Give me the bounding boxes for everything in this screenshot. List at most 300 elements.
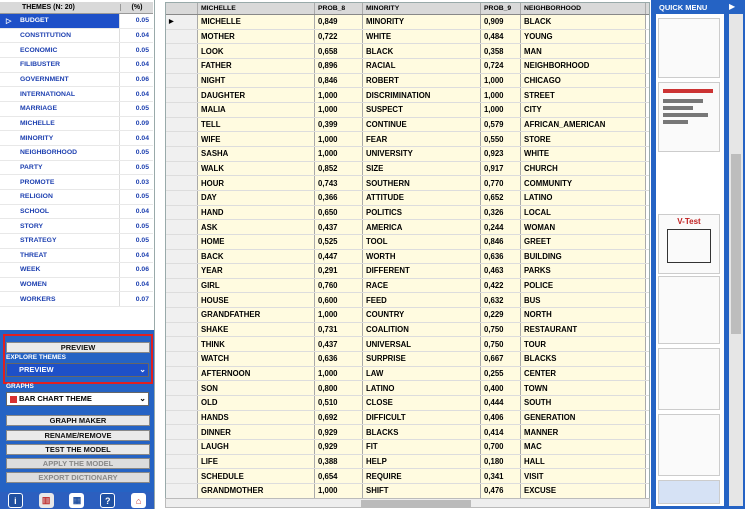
thumbnail-table[interactable] xyxy=(658,18,720,78)
table-cell[interactable]: 0,291 xyxy=(315,264,363,278)
themes-list xyxy=(0,14,153,307)
table-row[interactable] xyxy=(166,411,649,426)
row-selector[interactable]: ▶ xyxy=(166,15,198,29)
table-cell[interactable]: MAC xyxy=(521,440,646,454)
table-cell[interactable]: POLICE xyxy=(521,279,646,293)
row-selector[interactable] xyxy=(166,59,198,73)
table-row[interactable] xyxy=(166,396,649,411)
theme-row[interactable] xyxy=(0,278,153,293)
row-selector[interactable] xyxy=(166,88,198,102)
table-cell[interactable]: 0,846 xyxy=(481,235,521,249)
table-cell[interactable]: 0,341 xyxy=(481,469,521,483)
table-cell[interactable]: 0,447 xyxy=(315,250,363,264)
table-cell[interactable]: FATHER xyxy=(198,59,315,73)
table-cell[interactable]: RACE xyxy=(363,279,481,293)
table-cell[interactable]: LATINO xyxy=(521,191,646,205)
table-cell[interactable]: DIFFERENT xyxy=(363,264,481,278)
row-selector[interactable] xyxy=(166,74,198,88)
explore-themes-label: EXPLORE THEMES xyxy=(6,354,66,361)
table-cell[interactable]: 0,437 xyxy=(315,220,363,234)
table-cell[interactable]: COALITION xyxy=(363,323,481,337)
table-cell[interactable]: WOMAN xyxy=(521,220,646,234)
row-selector[interactable] xyxy=(166,440,198,454)
table-cell[interactable]: BLACK xyxy=(363,44,481,58)
row-selector[interactable] xyxy=(166,176,198,190)
table-cell[interactable]: HOME xyxy=(198,235,315,249)
table-cell[interactable]: OLD xyxy=(198,396,315,410)
table-cell[interactable]: 0,652 xyxy=(481,191,521,205)
grid-body xyxy=(166,15,649,499)
table-cell[interactable]: 0,909 xyxy=(481,15,521,29)
table-cell[interactable]: 1,000 xyxy=(481,88,521,102)
row-selector[interactable] xyxy=(166,279,198,293)
table-cell[interactable]: 0,917 xyxy=(481,162,521,176)
table-cell[interactable]: 0,700 xyxy=(481,440,521,454)
row-selector[interactable] xyxy=(166,191,198,205)
table-cell[interactable]: LAUGH xyxy=(198,440,315,454)
help-icon[interactable]: ? xyxy=(100,493,115,508)
table-cell[interactable]: AFRICAN_AMERICAN xyxy=(521,118,646,132)
table-cell[interactable]: CITY xyxy=(521,103,646,117)
table-row[interactable] xyxy=(166,308,649,323)
table-cell[interactable]: NORTH xyxy=(521,308,646,322)
table-cell[interactable]: WALK xyxy=(198,162,315,176)
table-cell[interactable]: STORE xyxy=(521,132,646,146)
table-cell[interactable]: MAN xyxy=(521,44,646,58)
column-header[interactable]: MINORITY xyxy=(363,3,481,14)
theme-name: BUDGET xyxy=(0,14,120,28)
table-cell[interactable]: ROBERT xyxy=(363,74,481,88)
theme-row[interactable] xyxy=(0,102,153,117)
table-cell[interactable]: 0,244 xyxy=(481,220,521,234)
table-cell[interactable]: 0,852 xyxy=(315,162,363,176)
table-cell[interactable]: WORTH xyxy=(363,250,481,264)
table-cell[interactable]: 0,255 xyxy=(481,367,521,381)
theme-row[interactable] xyxy=(0,131,153,146)
table-cell[interactable]: CHICAGO xyxy=(521,74,646,88)
table-cell[interactable]: 0,476 xyxy=(481,484,521,498)
table-cell[interactable]: 0,636 xyxy=(481,250,521,264)
row-selector[interactable] xyxy=(166,118,198,132)
column-header[interactable]: MICHELLE xyxy=(198,3,315,14)
table-cell[interactable]: EXCUSE xyxy=(521,484,646,498)
table-cell[interactable]: WHITE xyxy=(521,147,646,161)
column-header[interactable]: PROB_9 xyxy=(481,3,521,14)
table-row[interactable] xyxy=(166,147,649,162)
thumbnail-table-2[interactable] xyxy=(658,414,720,476)
row-selector[interactable] xyxy=(166,455,198,469)
theme-row[interactable] xyxy=(0,14,153,29)
theme-pct: 0.04 xyxy=(135,90,149,98)
row-selector[interactable] xyxy=(166,396,198,410)
table-row[interactable] xyxy=(166,293,649,308)
row-selector[interactable] xyxy=(166,220,198,234)
table-cell[interactable]: 1,000 xyxy=(315,147,363,161)
table-cell[interactable]: 0,750 xyxy=(481,337,521,351)
apply-model-button[interactable]: APPLY THE MODEL xyxy=(6,458,150,469)
table-row[interactable] xyxy=(166,44,649,59)
thumbnail-vtest[interactable] xyxy=(658,214,720,274)
table-cell[interactable]: LOCAL xyxy=(521,206,646,220)
table-row[interactable] xyxy=(166,30,649,45)
table-cell[interactable]: CLOSE xyxy=(363,396,481,410)
table-cell[interactable]: TOUR xyxy=(521,337,646,351)
table-cell[interactable]: HANDS xyxy=(198,411,315,425)
table-cell[interactable]: TOOL xyxy=(363,235,481,249)
table-cell[interactable]: LIFE xyxy=(198,455,315,469)
table-cell[interactable]: SON xyxy=(198,381,315,395)
theme-pct: 0.05 xyxy=(135,149,149,157)
graph-maker-button[interactable]: GRAPH MAKER xyxy=(6,415,150,426)
table-row[interactable] xyxy=(166,250,649,265)
row-selector[interactable] xyxy=(166,381,198,395)
row-selector[interactable] xyxy=(166,103,198,117)
table-cell[interactable]: 1,000 xyxy=(315,484,363,498)
table-cell[interactable]: SCHEDULE xyxy=(198,469,315,483)
table-cell[interactable]: 0,437 xyxy=(315,337,363,351)
table-cell[interactable]: 0,929 xyxy=(315,425,363,439)
theme-row[interactable] xyxy=(0,292,153,307)
table-cell[interactable]: FIT xyxy=(363,440,481,454)
row-selector[interactable] xyxy=(166,425,198,439)
theme-row[interactable] xyxy=(0,58,153,73)
table-row[interactable] xyxy=(166,337,649,352)
table-row[interactable] xyxy=(166,264,649,279)
table-cell[interactable]: 1,000 xyxy=(315,103,363,117)
table-row[interactable] xyxy=(166,191,649,206)
table-cell[interactable]: CENTER xyxy=(521,367,646,381)
scrollbar-thumb[interactable] xyxy=(731,154,741,334)
table-cell[interactable]: 0,550 xyxy=(481,132,521,146)
table-cell[interactable]: PARKS xyxy=(521,264,646,278)
table-cell[interactable]: 0,600 xyxy=(315,293,363,307)
table-cell[interactable]: HOUSE xyxy=(198,293,315,307)
table-row[interactable] xyxy=(166,88,649,103)
theme-row[interactable] xyxy=(0,146,153,161)
table-cell[interactable]: 1,000 xyxy=(315,308,363,322)
table-cell[interactable]: 0,180 xyxy=(481,455,521,469)
preview-button[interactable]: PREVIEW xyxy=(6,342,150,353)
theme-row[interactable] xyxy=(0,175,153,190)
table-cell[interactable]: 0,484 xyxy=(481,30,521,44)
table-cell[interactable]: HAND xyxy=(198,206,315,220)
table-cell[interactable]: RESTAURANT xyxy=(521,323,646,337)
theme-row[interactable] xyxy=(0,234,153,249)
theme-row[interactable] xyxy=(0,161,153,176)
row-selector[interactable] xyxy=(166,308,198,322)
thumbnail-map[interactable] xyxy=(658,480,720,504)
bar-chart-icon xyxy=(10,396,17,403)
theme-row[interactable] xyxy=(0,117,153,132)
table-cell[interactable]: REQUIRE xyxy=(363,469,481,483)
table-cell[interactable]: 1,000 xyxy=(315,132,363,146)
table-cell[interactable]: 0,414 xyxy=(481,425,521,439)
table-cell[interactable]: CONTINUE xyxy=(363,118,481,132)
row-selector[interactable] xyxy=(166,235,198,249)
theme-pct: 0.06 xyxy=(135,75,149,83)
table-cell[interactable]: BLACKS xyxy=(521,352,646,366)
table-cell[interactable]: ASK xyxy=(198,220,315,234)
table-row[interactable] xyxy=(166,162,649,177)
table-row[interactable] xyxy=(166,220,649,235)
table-cell[interactable]: WIFE xyxy=(198,132,315,146)
table-cell[interactable]: 0,510 xyxy=(315,396,363,410)
table-row[interactable] xyxy=(166,15,649,30)
table-cell[interactable]: HALL xyxy=(521,455,646,469)
row-selector[interactable] xyxy=(166,162,198,176)
table-cell[interactable]: 0,692 xyxy=(315,411,363,425)
table-cell[interactable]: 0,743 xyxy=(315,176,363,190)
column-header[interactable]: PROB_8 xyxy=(315,3,363,14)
theme-name: GOVERNMENT xyxy=(0,73,120,87)
table-cell[interactable]: MANNER xyxy=(521,425,646,439)
table-cell[interactable]: 0,849 xyxy=(315,15,363,29)
table-cell[interactable]: 0,525 xyxy=(315,235,363,249)
table-cell[interactable]: 0,229 xyxy=(481,308,521,322)
table-cell[interactable]: COUNTRY xyxy=(363,308,481,322)
table-row[interactable] xyxy=(166,440,649,455)
table-cell[interactable]: 0,358 xyxy=(481,44,521,58)
table-cell[interactable]: GENERATION xyxy=(521,411,646,425)
thumbnail-scatter[interactable] xyxy=(658,348,720,410)
table-cell[interactable]: STREET xyxy=(521,88,646,102)
table-row[interactable] xyxy=(166,235,649,250)
table-cell[interactable]: 0,654 xyxy=(315,469,363,483)
table-row[interactable] xyxy=(166,279,649,294)
table-cell[interactable]: 0,463 xyxy=(481,264,521,278)
table-cell[interactable]: 0,444 xyxy=(481,396,521,410)
row-selector[interactable] xyxy=(166,352,198,366)
table-row[interactable] xyxy=(166,59,649,74)
table-row[interactable] xyxy=(166,455,649,470)
table-cell[interactable]: THINK xyxy=(198,337,315,351)
theme-row[interactable] xyxy=(0,43,153,58)
export-dictionary-button[interactable]: EXPORT DICTIONARY xyxy=(6,472,150,483)
chevron-down-icon[interactable]: ⌄ xyxy=(139,365,146,374)
table-cell[interactable]: 0,722 xyxy=(315,30,363,44)
table-cell[interactable]: FEED xyxy=(363,293,481,307)
row-selector[interactable] xyxy=(166,206,198,220)
table-cell[interactable]: HELP xyxy=(363,455,481,469)
theme-row[interactable] xyxy=(0,205,153,220)
table-cell[interactable]: SHIFT xyxy=(363,484,481,498)
table-cell[interactable]: LATINO xyxy=(363,381,481,395)
table-cell[interactable]: DAUGHTER xyxy=(198,88,315,102)
info-icon[interactable]: i xyxy=(8,493,23,508)
table-cell[interactable]: DISCRIMINATION xyxy=(363,88,481,102)
scrollbar-thumb[interactable] xyxy=(361,500,471,507)
theme-name: PARTY xyxy=(0,161,120,175)
table-row[interactable] xyxy=(166,74,649,89)
table-cell[interactable]: 0,800 xyxy=(315,381,363,395)
table-cell[interactable]: 0,770 xyxy=(481,176,521,190)
table-cell[interactable]: TELL xyxy=(198,118,315,132)
thumbnail-list-table[interactable] xyxy=(658,276,720,344)
graphs-value: BAR CHART THEME xyxy=(19,394,92,403)
theme-row[interactable] xyxy=(0,73,153,88)
table-row[interactable] xyxy=(166,425,649,440)
table-cell[interactable]: 0,388 xyxy=(315,455,363,469)
test-model-button[interactable]: TEST THE MODEL xyxy=(6,444,150,455)
grid-icon[interactable]: ▦ xyxy=(69,493,84,508)
table-cell[interactable]: FEAR xyxy=(363,132,481,146)
grid-header xyxy=(166,3,649,15)
table-cell[interactable]: 0,650 xyxy=(315,206,363,220)
table-cell[interactable]: 0,422 xyxy=(481,279,521,293)
table-cell[interactable]: AMERICA xyxy=(363,220,481,234)
theme-row[interactable] xyxy=(0,29,153,44)
row-selector[interactable] xyxy=(166,469,198,483)
table-cell[interactable]: COMMUNITY xyxy=(521,176,646,190)
theme-pct: 0.05 xyxy=(135,193,149,201)
table-cell[interactable]: NEIGHBORHOOD xyxy=(521,59,646,73)
table-cell[interactable]: WATCH xyxy=(198,352,315,366)
table-cell[interactable]: SUSPECT xyxy=(363,103,481,117)
table-cell[interactable]: DIFFICULT xyxy=(363,411,481,425)
table-cell[interactable]: 0,923 xyxy=(481,147,521,161)
table-row[interactable] xyxy=(166,176,649,191)
table-cell[interactable]: 0,632 xyxy=(481,293,521,307)
table-cell[interactable]: HOUR xyxy=(198,176,315,190)
theme-pct: 0.04 xyxy=(135,61,149,69)
theme-pct: 0.04 xyxy=(135,134,149,142)
table-cell[interactable]: MINORITY xyxy=(363,15,481,29)
thumbnail-bar-chart[interactable] xyxy=(658,82,720,152)
home-icon[interactable]: ⌂ xyxy=(131,493,146,508)
table-cell[interactable]: LOOK xyxy=(198,44,315,58)
theme-row[interactable] xyxy=(0,249,153,264)
table-cell[interactable]: GRANDFATHER xyxy=(198,308,315,322)
table-cell[interactable]: UNIVERSAL xyxy=(363,337,481,351)
table-cell[interactable]: WHITE xyxy=(363,30,481,44)
table-cell[interactable]: 0,399 xyxy=(315,118,363,132)
theme-row[interactable] xyxy=(0,263,153,278)
table-row[interactable] xyxy=(166,103,649,118)
table-cell[interactable]: 0,579 xyxy=(481,118,521,132)
table-cell[interactable]: UNIVERSITY xyxy=(363,147,481,161)
row-header-corner xyxy=(166,3,198,14)
table-cell[interactable]: 1,000 xyxy=(481,74,521,88)
column-header[interactable]: NEIGHBORHOOD xyxy=(521,3,646,14)
table-cell[interactable]: 0,846 xyxy=(315,74,363,88)
table-cell[interactable]: SASHA xyxy=(198,147,315,161)
table-cell[interactable]: 0,400 xyxy=(481,381,521,395)
table-cell[interactable]: CHURCH xyxy=(521,162,646,176)
table-row[interactable] xyxy=(166,118,649,133)
table-cell[interactable]: 0,929 xyxy=(315,440,363,454)
table-cell[interactable]: 0,724 xyxy=(481,59,521,73)
row-selector[interactable] xyxy=(166,293,198,307)
table-cell[interactable]: YEAR xyxy=(198,264,315,278)
table-cell[interactable]: YOUNG xyxy=(521,30,646,44)
table-cell[interactable]: MOTHER xyxy=(198,30,315,44)
table-cell[interactable]: 1,000 xyxy=(315,367,363,381)
row-selector[interactable] xyxy=(166,367,198,381)
graphs-select[interactable] xyxy=(6,392,149,406)
table-row[interactable] xyxy=(166,381,649,396)
table-row[interactable] xyxy=(166,469,649,484)
table-cell[interactable]: AFTERNOON xyxy=(198,367,315,381)
table-cell[interactable]: BLACKS xyxy=(363,425,481,439)
table-cell[interactable]: VISIT xyxy=(521,469,646,483)
theme-row[interactable] xyxy=(0,87,153,102)
table-cell[interactable]: 0,667 xyxy=(481,352,521,366)
theme-row[interactable] xyxy=(0,190,153,205)
table-cell[interactable]: 0,366 xyxy=(315,191,363,205)
table-row[interactable] xyxy=(166,323,649,338)
row-selector[interactable] xyxy=(166,250,198,264)
table-cell[interactable]: MALIA xyxy=(198,103,315,117)
table-cell[interactable]: SURPRISE xyxy=(363,352,481,366)
row-selector[interactable] xyxy=(166,323,198,337)
table-cell[interactable]: 0,896 xyxy=(315,59,363,73)
row-selector[interactable] xyxy=(166,484,198,498)
table-cell[interactable]: DINNER xyxy=(198,425,315,439)
chart-icon[interactable]: ▥ xyxy=(39,493,54,508)
table-row[interactable] xyxy=(166,352,649,367)
table-cell[interactable]: BLACK xyxy=(521,15,646,29)
table-cell[interactable]: TOWN xyxy=(521,381,646,395)
table-cell[interactable]: 0,658 xyxy=(315,44,363,58)
table-cell[interactable]: 0,760 xyxy=(315,279,363,293)
table-row[interactable] xyxy=(166,484,649,499)
row-selector[interactable] xyxy=(166,337,198,351)
theme-row[interactable] xyxy=(0,219,153,234)
table-cell[interactable]: 1,000 xyxy=(481,103,521,117)
play-icon[interactable]: ▶ xyxy=(729,2,736,11)
chevron-down-icon[interactable]: ⌄ xyxy=(139,394,146,403)
table-cell[interactable]: RACIAL xyxy=(363,59,481,73)
row-selector[interactable] xyxy=(166,264,198,278)
table-row[interactable] xyxy=(166,206,649,221)
table-cell[interactable]: 0,636 xyxy=(315,352,363,366)
explore-themes-select[interactable] xyxy=(6,363,149,377)
row-selector[interactable] xyxy=(166,147,198,161)
table-cell[interactable]: MICHELLE xyxy=(198,15,315,29)
table-cell[interactable]: SIZE xyxy=(363,162,481,176)
table-cell[interactable]: 0,731 xyxy=(315,323,363,337)
table-cell[interactable]: SOUTH xyxy=(521,396,646,410)
table-cell[interactable]: LAW xyxy=(363,367,481,381)
vertical-scrollbar[interactable] xyxy=(729,14,743,506)
table-row[interactable] xyxy=(166,367,649,382)
table-cell[interactable]: 1,000 xyxy=(315,88,363,102)
table-cell[interactable]: GREET xyxy=(521,235,646,249)
table-cell[interactable]: 0,326 xyxy=(481,206,521,220)
table-cell[interactable]: ATTITUDE xyxy=(363,191,481,205)
table-cell[interactable]: DAY xyxy=(198,191,315,205)
row-selector[interactable] xyxy=(166,44,198,58)
table-cell[interactable]: BUILDING xyxy=(521,250,646,264)
themes-panel xyxy=(0,0,155,509)
horizontal-scrollbar[interactable] xyxy=(165,498,650,508)
table-cell[interactable]: GIRL xyxy=(198,279,315,293)
row-selector[interactable] xyxy=(166,411,198,425)
row-selector[interactable] xyxy=(166,132,198,146)
rename-remove-button[interactable]: RENAME/REMOVE xyxy=(6,430,150,441)
table-cell[interactable]: POLITICS xyxy=(363,206,481,220)
row-selector[interactable] xyxy=(166,30,198,44)
table-cell[interactable]: SOUTHERN xyxy=(363,176,481,190)
table-cell[interactable]: BUS xyxy=(521,293,646,307)
table-row[interactable] xyxy=(166,132,649,147)
table-cell[interactable]: BACK xyxy=(198,250,315,264)
table-cell[interactable]: 0,406 xyxy=(481,411,521,425)
table-cell[interactable]: SHAKE xyxy=(198,323,315,337)
table-cell[interactable]: 0,750 xyxy=(481,323,521,337)
table-cell[interactable]: NIGHT xyxy=(198,74,315,88)
table-cell[interactable]: GRANDMOTHER xyxy=(198,484,315,498)
